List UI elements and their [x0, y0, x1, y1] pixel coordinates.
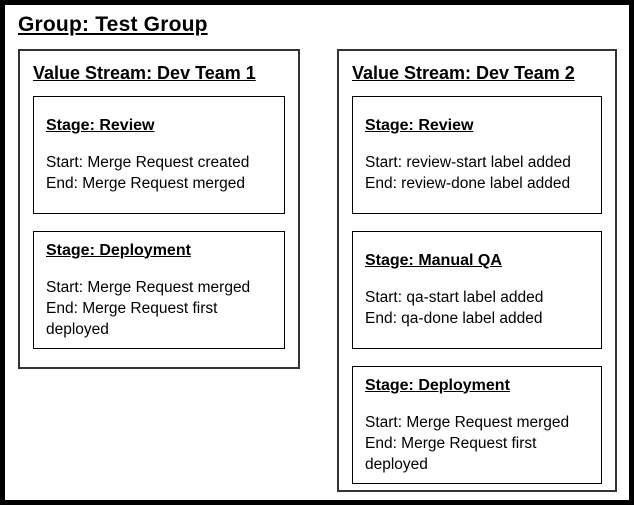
stage-start-event: Start: review-start label added: [364, 154, 571, 171]
stage-end-event: End: review-done label added: [364, 175, 571, 192]
stage-review: [352, 96, 602, 214]
stage-review: [33, 96, 285, 214]
stage-end-event: End: Merge Request merged: [46, 175, 246, 192]
stage-deployment: [33, 231, 285, 349]
value-stream-columns: [18, 49, 617, 492]
value-stream-dev-team-1: [18, 49, 300, 369]
stage-title: Stage: Review: [46, 117, 155, 134]
stage-deployment: [352, 366, 602, 484]
stage-title: Stage: Manual QA: [364, 252, 502, 269]
stage-manual-qa: [352, 231, 602, 349]
stage-start-event: Start: qa-start label added: [364, 289, 544, 306]
stage-title: Stage: Review: [364, 117, 474, 134]
stage-start-event: Start: Merge Request created: [46, 154, 250, 171]
stage-start-event: Start: Merge Request merged: [46, 278, 251, 296]
stage-title: Stage: Deployment: [46, 241, 191, 259]
value-stream-title: Value Stream: Dev Team 1: [33, 63, 256, 83]
stage-end-event: End: qa-done label added: [364, 310, 543, 327]
stage-start-event: Start: Merge Request merged: [364, 413, 570, 431]
stage-title: Stage: Deployment: [364, 376, 510, 394]
value-stream-dev-team-2: [337, 49, 617, 492]
stage-end-event: End: Merge Request first deployed: [46, 299, 218, 338]
stage-end-event: End: Merge Request first deployed: [364, 434, 537, 473]
group-title: Group: Test Group: [18, 13, 208, 36]
value-stream-title: Value Stream: Dev Team 2: [351, 63, 575, 83]
